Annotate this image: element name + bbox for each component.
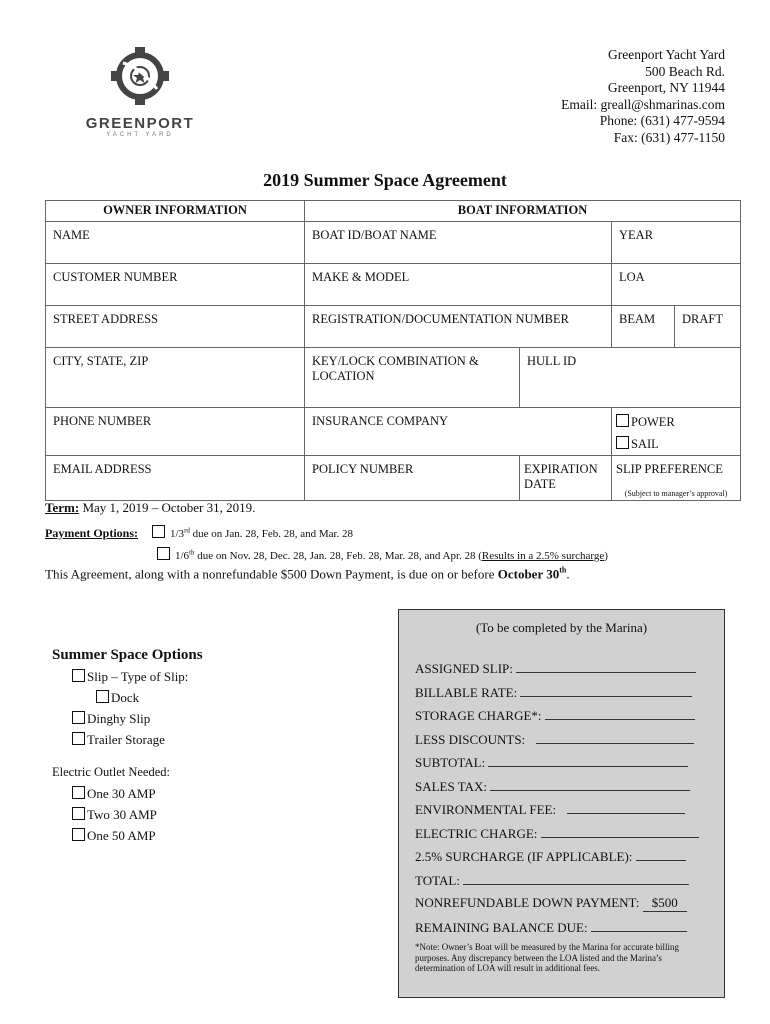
logo-subtitle: YACHT YARD bbox=[106, 132, 174, 138]
electric-charge-blank[interactable] bbox=[541, 825, 699, 838]
agreement-text: This Agreement, along with a nonrefundable $500 Down Payment, is due on or before bbox=[45, 566, 498, 582]
slip-label: Slip – Type of Slip: bbox=[87, 669, 189, 684]
remaining-balance-label: REMAINING BALANCE DUE: bbox=[415, 920, 588, 935]
billable-rate-blank[interactable] bbox=[520, 684, 692, 697]
down-payment-value: $500 bbox=[643, 895, 687, 912]
agreement-sup: th bbox=[559, 566, 567, 575]
address-line: Greenport, NY 11944 bbox=[607, 80, 725, 95]
surcharge-blank[interactable] bbox=[636, 848, 686, 861]
down-payment-label: NONREFUNDABLE DOWN PAYMENT: bbox=[415, 895, 640, 910]
one-30-amp-checkbox[interactable] bbox=[72, 786, 85, 799]
loa-note: *Note: Owner’s Boat will be measured by the Marina for accurate billing purposes. Any discrepancy between the LOA listed and the Marina’s determination of LOA will result in additional fees. bbox=[415, 942, 680, 973]
registration-field[interactable]: REGISTRATION/DOCUMENTATION NUMBER bbox=[305, 306, 612, 348]
marina-address bbox=[561, 47, 725, 146]
slip-preference-label: SLIP PREFERENCE bbox=[616, 462, 723, 476]
subtotal-row[interactable] bbox=[415, 754, 688, 771]
trailer-storage-checkbox[interactable] bbox=[72, 732, 85, 745]
environmental-fee-row[interactable] bbox=[415, 801, 685, 818]
street-address-field[interactable]: STREET ADDRESS bbox=[46, 306, 305, 348]
sail-label: SAIL bbox=[631, 437, 659, 451]
anchor-logo-icon bbox=[109, 45, 171, 107]
surcharge-label: 2.5% SURCHARGE (IF APPLICABLE): bbox=[415, 849, 633, 864]
payment-third-label bbox=[170, 528, 353, 540]
payment-sixth-end: ) bbox=[604, 550, 608, 562]
dock-checkbox[interactable] bbox=[96, 690, 109, 703]
subtotal-label: SUBTOTAL: bbox=[415, 755, 486, 770]
payment-third-sup: rd bbox=[184, 526, 190, 535]
payment-label: Payment Options: bbox=[45, 526, 138, 540]
payment-sixth-checkbox[interactable] bbox=[157, 547, 170, 560]
loa-field[interactable]: LOA bbox=[612, 264, 741, 306]
payment-sixth-fraction: 1/6 bbox=[175, 550, 190, 562]
greenport-logo bbox=[85, 45, 195, 138]
marina-heading: (To be completed by the Marina) bbox=[475, 620, 648, 635]
term-value: May 1, 2019 – October 31, 2019. bbox=[79, 500, 256, 515]
info-table bbox=[45, 200, 741, 501]
power-label: POWER bbox=[631, 415, 675, 429]
payment-third-checkbox[interactable] bbox=[152, 525, 165, 538]
name-field[interactable]: NAME bbox=[46, 222, 305, 264]
policy-number-field[interactable]: POLICY NUMBER bbox=[305, 456, 520, 501]
billable-rate-row[interactable] bbox=[415, 684, 692, 701]
total-label: TOTAL: bbox=[415, 873, 460, 888]
agreement-line bbox=[45, 566, 570, 582]
surcharge-row[interactable] bbox=[415, 848, 686, 865]
boat-id-field[interactable]: BOAT ID/BOAT NAME bbox=[305, 222, 612, 264]
subtotal-blank[interactable] bbox=[488, 754, 688, 767]
sail-checkbox[interactable] bbox=[616, 436, 629, 449]
dinghy-slip-label: Dinghy Slip bbox=[87, 711, 151, 726]
fax-line: Fax: (631) 477-1150 bbox=[613, 129, 725, 145]
agreement-end: . bbox=[566, 566, 570, 582]
marina-section bbox=[398, 609, 725, 998]
slip-note: (Subject to manager’s approval) bbox=[624, 489, 728, 498]
dock-label: Dock bbox=[111, 690, 140, 705]
one-50-amp-checkbox[interactable] bbox=[72, 828, 85, 841]
slip-preference-field[interactable] bbox=[612, 456, 741, 501]
environmental-fee-label: ENVIRONMENTAL FEE: bbox=[415, 802, 557, 817]
make-model-field[interactable]: MAKE & MODEL bbox=[305, 264, 612, 306]
dinghy-slip-checkbox[interactable] bbox=[72, 711, 85, 724]
customer-number-field[interactable]: CUSTOMER NUMBER bbox=[46, 264, 305, 306]
agreement-due-date: October 30 bbox=[497, 566, 560, 582]
phone-line: Phone: (631) 477-9594 bbox=[599, 113, 725, 128]
assigned-slip-blank[interactable] bbox=[516, 660, 696, 673]
sales-tax-label: SALES TAX: bbox=[415, 779, 488, 794]
logo-title: GREENPORT bbox=[85, 115, 195, 132]
boat-info-header: BOAT INFORMATION bbox=[305, 201, 741, 222]
assigned-slip-label: ASSIGNED SLIP: bbox=[415, 661, 513, 676]
electric-label: Electric Outlet Needed: bbox=[52, 765, 170, 779]
electric-charge-label: ELECTRIC CHARGE: bbox=[415, 826, 538, 841]
city-state-zip-field[interactable]: CITY, STATE, ZIP bbox=[46, 348, 305, 408]
summer-space-options bbox=[52, 645, 203, 846]
term-label: Term: bbox=[45, 500, 80, 515]
total-blank[interactable] bbox=[463, 872, 689, 885]
options-title: Summer Space Options bbox=[52, 647, 203, 663]
sales-tax-row[interactable] bbox=[415, 778, 690, 795]
key-lock-field[interactable]: KEY/LOCK COMBINATION & LOCATION bbox=[305, 348, 520, 408]
remaining-balance-blank[interactable] bbox=[591, 919, 687, 932]
page-title: 2019 Summer Space Agreement bbox=[263, 170, 507, 190]
payment-sixth-option bbox=[157, 547, 608, 562]
phone-number-field[interactable]: PHONE NUMBER bbox=[46, 408, 305, 456]
sales-tax-blank[interactable] bbox=[490, 778, 690, 791]
down-payment-row[interactable] bbox=[415, 895, 687, 912]
environmental-fee-blank[interactable] bbox=[567, 801, 685, 814]
less-discounts-blank[interactable] bbox=[536, 731, 694, 744]
payment-sixth-text: due on Nov. 28, Dec. 28, Jan. 28, Feb. 28, Mar. 28, and Apr. 28 ( bbox=[194, 550, 482, 562]
email-line: Email: greall@shmarinas.com bbox=[561, 96, 725, 112]
year-field[interactable]: YEAR bbox=[612, 222, 741, 264]
boat-type-cell bbox=[612, 408, 741, 456]
less-discounts-label: LESS DISCOUNTS: bbox=[415, 732, 526, 747]
insurance-field[interactable]: INSURANCE COMPANY bbox=[305, 408, 612, 456]
surcharge-note: Results in a 2.5% surcharge bbox=[481, 550, 605, 562]
trailer-storage-label: Trailer Storage bbox=[87, 732, 165, 747]
email-address-field[interactable]: EMAIL ADDRESS bbox=[46, 456, 305, 501]
payment-third-text: due on Jan. 28, Feb. 28, and Mar. 28 bbox=[189, 528, 354, 540]
term-line bbox=[45, 500, 255, 516]
draft-field[interactable]: DRAFT bbox=[675, 306, 741, 348]
storage-charge-row[interactable] bbox=[415, 707, 695, 724]
two-30-amp-label: Two 30 AMP bbox=[87, 807, 157, 822]
billable-rate-label: BILLABLE RATE: bbox=[415, 685, 518, 700]
hull-id-field[interactable]: HULL ID bbox=[520, 348, 741, 408]
owner-info-header: OWNER INFORMATION bbox=[46, 201, 305, 222]
slip-checkbox[interactable] bbox=[72, 669, 85, 682]
total-row[interactable] bbox=[415, 872, 689, 889]
two-30-amp-checkbox[interactable] bbox=[72, 807, 85, 820]
expiration-date-field[interactable]: EXPIRATION DATE bbox=[520, 456, 612, 501]
one-30-amp-label: One 30 AMP bbox=[87, 786, 156, 801]
storage-charge-blank[interactable] bbox=[545, 707, 695, 720]
less-discounts-row[interactable] bbox=[415, 731, 694, 748]
address-line: 500 Beach Rd. bbox=[645, 63, 725, 79]
remaining-balance-row[interactable] bbox=[415, 919, 687, 936]
electric-charge-row[interactable] bbox=[415, 825, 699, 842]
address-line: Greenport Yacht Yard bbox=[608, 47, 725, 62]
payment-options bbox=[45, 525, 353, 541]
assigned-slip-row[interactable] bbox=[415, 660, 696, 677]
power-checkbox[interactable] bbox=[616, 414, 629, 427]
payment-third-fraction: 1/3 bbox=[170, 528, 185, 540]
beam-field[interactable]: BEAM bbox=[612, 306, 675, 348]
payment-sixth-sup: th bbox=[189, 548, 195, 557]
storage-charge-label: STORAGE CHARGE*: bbox=[415, 708, 542, 723]
one-50-amp-label: One 50 AMP bbox=[87, 828, 156, 843]
